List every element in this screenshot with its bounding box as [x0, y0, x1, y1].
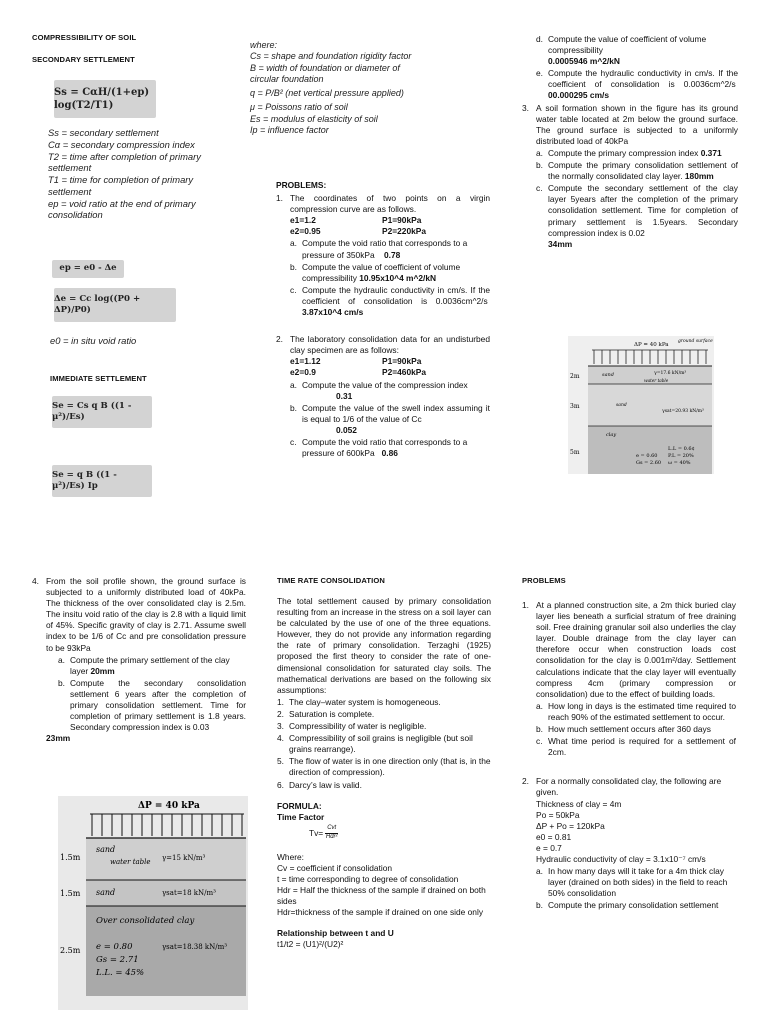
problems-label: PROBLEMS:: [276, 180, 327, 190]
sand-label: sand: [96, 845, 116, 854]
problems-section-2: [522, 576, 736, 911]
given-line: ΔP + Po = 120kPa: [536, 820, 605, 831]
heading-time-rate: TIME RATE CONSOLIDATION: [277, 576, 385, 585]
unit-weight-label: γ=17.6 kN/m³: [654, 371, 687, 376]
def-line: T1 = time for completion of primary settlement: [48, 174, 194, 197]
secondary-definitions: [48, 127, 218, 221]
def-line: ep = void ratio at the end of primary consolidation: [48, 197, 196, 221]
def-line: Cα = secondary compression index: [48, 138, 195, 150]
depth-label: 3m: [570, 403, 580, 410]
depth-label: 5m: [570, 449, 580, 456]
problem-3: 3. A soil formation shown in the figure has its ground water table located at 2m below the ground surface. The ground surface is subjected to a uniformly distributed load of 40kPa a. Compute the primary compression index 0.371 b. Compute the primary consolidation settlement of the normally consolidated clay layer. 180mm c. Compute the secondary settlement of the clay layer 5years after the completion of the primary consolidation settlement. Time for completion of primary settlement is 1.5years. Secondary compression index is 0.02 34mm: [522, 102, 738, 249]
def-line: Cs = shape and foundation rigidity factor: [250, 51, 412, 62]
def-line: Ss = secondary settlement: [48, 127, 159, 138]
soil-profile-svg: [58, 796, 248, 1010]
water-table-label: water table: [110, 858, 151, 866]
water-table-label: water table: [644, 378, 669, 383]
depth-label: 2.5m: [60, 946, 81, 955]
soil-profile-figure-4: [58, 796, 248, 1010]
problems-block-1: [276, 180, 490, 459]
e-label: e = 0.80: [96, 942, 133, 952]
gs-label: Gs = 2.71: [96, 955, 139, 965]
load-label: ΔP = 40 kPa: [138, 801, 200, 811]
problem-q2: 2. For a normally consolidated clay, the following are given. Thickness of clay = 4m Po = 50kPa ΔP + Po = 120kPa e0 = 0.81 e = 0.7 Hydraulic conductivity of clay = 3.1x10⁻⁷ cm/s a. In how many days will it take for a 4m thick clay layer (drained on both sides) in the field to reach 50% consolidation b. Compute the primary consolidation settlement: [522, 776, 736, 911]
problem-1: 1. The coordinates of two points on a virgin compression curve are as follows. e1=1.2 P1=90kPa e2=0.95 P2=220kPa a. Compute the void ratio that corresponds to a pressure of 350kPa 0.78 b. Compute the value of coefficient of volume compressibility 10.95x10^4 m^2/kN c. Compute the hydraulic conductivity in cm/s. If the coefficient of consolidation is 0.0036cm^2/s 3.87x10^4 cm/s: [276, 193, 490, 318]
where-item: Cv = coefficient if consolidation: [277, 862, 393, 873]
w-label: ω = 40%: [668, 460, 691, 466]
where-label: Where:: [277, 851, 304, 862]
relationship-label: Relationship between t and U: [277, 928, 394, 939]
unit-weight-label: γsat=18 kN/m³: [162, 889, 216, 897]
given-line: Po = 50kPa: [536, 809, 580, 820]
ground-label: ground surface: [678, 339, 713, 344]
gs-label: Gs = 2.60: [636, 460, 662, 466]
unit-weight-label: γsat=20.93 kN/m³: [662, 409, 704, 414]
relationship-equation: t1/t2 = (U1)²/(U2)²: [277, 939, 344, 950]
sand-label: sand: [602, 372, 614, 378]
unit-weight-label: γ=15 kN/m³: [162, 854, 206, 862]
def-line: Es = modulus of elasticity of soil: [250, 113, 378, 124]
secondary-settlement-equation: Ss = CαH/(1+ep) log(T2/T1): [54, 80, 156, 118]
where-item: t = time corresponding to degree of consolidation: [277, 873, 459, 884]
assumptions-list: 1. The clay–water system is homogeneous. 2. Saturation is complete. 3. Compressibility of water is negligible. 4. Compressibility of soil grains is negligible (but soil grains rearrange). 5. The flow of water is in one direction only (that is, in the direction of compression). 6. Darcy’s law is valid.: [277, 696, 491, 790]
given-line: e0 = 0.81: [536, 831, 572, 842]
heading-secondary-settlement: SECONDARY SETTLEMENT: [32, 55, 135, 64]
time-rate-paragraph: The total settlement caused by primary consolidation resulting from an increase in the stress on a soil layer can be calculated by the use of one of the three equations. However, they do not provide any information regarding the rate of primary consolidation. Terzaghi (1925) proposed the first theory to consider the rate of one-dimensional consolidation for saturated clay soils. The mathematical derivations are based on the following six assumptions:: [277, 596, 491, 695]
problem-2: 2. The laboratory consolidation data for an undisturbed clay specimen are as follows: e1=1.12 P1=90kPa e2=0.9 P2=460kPa a. Compute the value of the compression index 0.31 b. Compute the value of the swell index assuming it is equal to 1/6 of the value of Cc 0.052 c. Compute the void ratio that corresponds to a pressure of 600kPa 0.86: [276, 334, 490, 459]
given-line: Thickness of clay = 4m: [536, 798, 622, 809]
clay-label: clay: [606, 432, 617, 438]
problem-1-continued: d. Compute the value of coefficient of volume compressibility 0.0005946 m^2/kN e. Compute the hydraulic conductivity in cm/s. If the coefficient of consolidation is 0.0036cm^2/s 00.000295 cm/s 3. A soil formation shown in the figure has its ground water table located at 2m below the ground surface. The ground surface is subjected to a uniformly distributed load of 40kPa a. Compute the primary compression index 0.371 b. Compute the primary consolidation settlement of the normally consolidated clay layer. 180mm c. Compute the secondary settlement of the clay layer 5years after the completion of the primary consolidation settlement. Time for completion of primary settlement is 1.5years. Secondary compression index is 0.02 34mm: [522, 34, 738, 249]
ep-equation: ep = e0 - Δe: [52, 260, 124, 278]
def-line: T2 = time after completion of primary settlement: [48, 150, 201, 174]
where-item: Hdr=thickness of the sample if drained on one side only: [277, 907, 484, 918]
immediate-settlement-equation-1: Se = Cs q B ((1 - μ²)/Es): [52, 396, 152, 428]
time-factor-equation: Tv= Cvt Hdr²: [309, 824, 338, 840]
pl-label: P.L = 20%: [668, 453, 694, 459]
problem-q1: 1. At a planned construction site, a 2m thick buried clay layer lies beneath a surficial stratum of free draining soil. Free draining granular soil also underlies the clay layer. Double drainage from the clay layer can therefore occur when construction loads cost consolidation for the clay is 0.001m²/day. Settlement calculations indicate that the clay layer will eventually compress 4cm (primary compression or consolidation) due to the effect of building loads. a. How long in days is the estimated time required to reach 90% of the estimated settlement to occur. b. How much settlement occurs after 360 days c. What time period is required for a settlement of 2cm.: [522, 600, 736, 758]
e-label: e = 0.60: [636, 453, 658, 459]
formula-label: FORMULA:: [277, 800, 322, 811]
depth-label: 2m: [570, 373, 580, 380]
def-line: Ip = influence factor: [250, 124, 329, 135]
where-definitions: [250, 40, 430, 136]
ll-label: L.L. = 45%: [96, 968, 145, 978]
ll-label: L.L = 0.6¢: [668, 446, 695, 452]
heading-immediate-settlement: IMMEDIATE SETTLEMENT: [50, 374, 147, 383]
soil-profile-svg: [568, 336, 714, 474]
def-line: q = P/B² (net vertical pressure applied): [250, 88, 404, 98]
time-rate-section: [277, 576, 491, 950]
delta-e-equation: Δe = Cc log((P0 + ΔP)/P0): [54, 288, 176, 322]
def-line: μ = Poissons ratio of soil: [250, 102, 348, 113]
where-label: where:: [250, 40, 278, 50]
heading-problems: PROBLEMS: [522, 576, 566, 585]
given-line: Hydraulic conductivity of clay = 3.1x10⁻⁷ cm/s: [536, 853, 706, 864]
load-arrows: [90, 814, 244, 836]
depth-label: 1.5m: [60, 853, 81, 862]
sand-label: sand: [96, 888, 116, 897]
soil-profile-figure-3: [568, 336, 714, 474]
load-label: ΔP = 40 kPa: [634, 342, 669, 348]
e0-definition: e0 = in situ void ratio: [50, 335, 137, 346]
immediate-settlement-equation-2: Se = q B ((1 - μ²)/Es) Ip: [52, 465, 152, 497]
clay-label: Over consolidated clay: [96, 916, 195, 926]
sand-label: sand: [616, 403, 627, 408]
where-item: Hdr = Half the thickness of the sample if drained on both sides: [277, 884, 486, 906]
load-arrows: [592, 350, 708, 364]
problem-4: 4. From the soil profile shown, the ground surface is subjected to a uniformly distributed load of 40kPa. The thickness of the over consolidated clay is 2.5m. The insitu void ratio of the clay is 2.8 with a liquid limit of 45%. Specific gravity of clay is 2.71. Assume swell index to be 1/6 of Cc and pre consolidation pressure to be 93kPa a. Compute the primary settlement of the clay layer 20mm b. Compute the secondary consolidation settlement 6 years after the completion of primary consolidation settlement. Time for completion of primary settlement is 1.8 years. Secondary compression index is 0.03 23mm: [32, 576, 246, 744]
given-line: e = 0.7: [536, 842, 562, 853]
def-line: B = width of foundation or diameter of circular foundation: [250, 62, 400, 84]
depth-label: 1.5m: [60, 889, 81, 898]
unit-weight-label: γsat=18.38 kN/m³: [162, 943, 228, 951]
time-factor-label: Time Factor: [277, 811, 325, 822]
heading-compressibility: COMPRESSIBILITY OF SOIL: [32, 33, 137, 42]
